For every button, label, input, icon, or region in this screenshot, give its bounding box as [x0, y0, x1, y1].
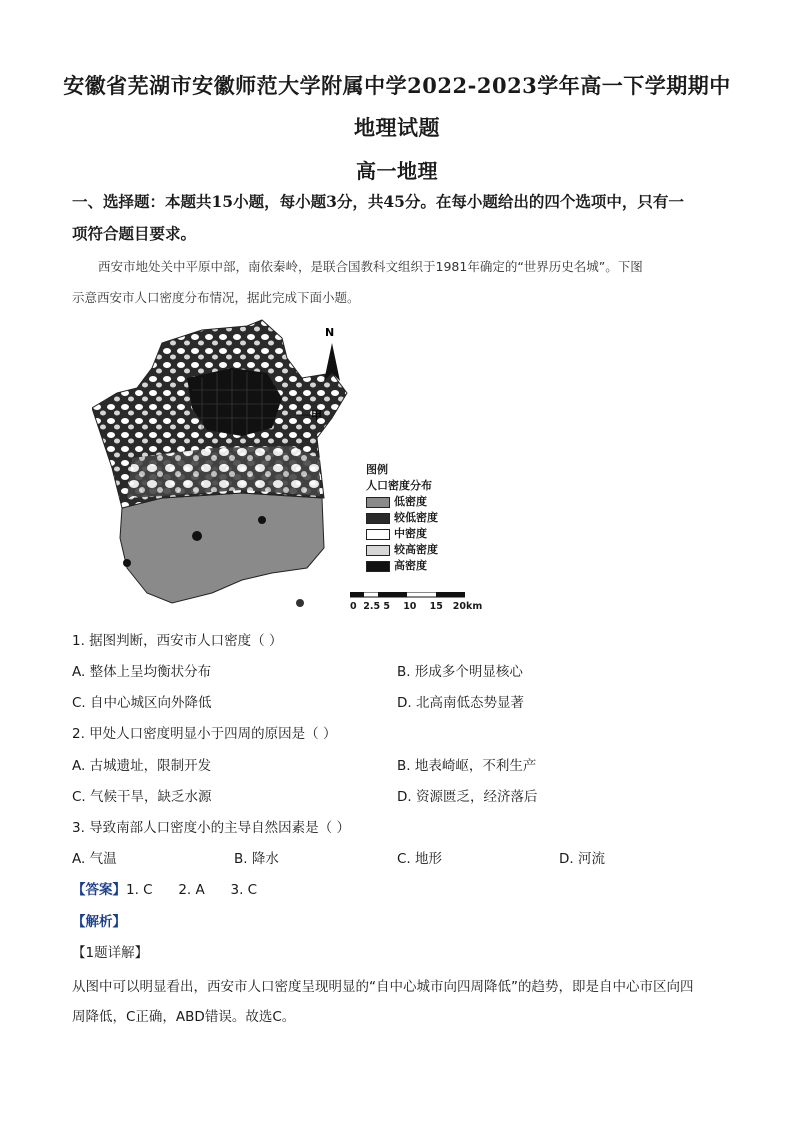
legend-swatch	[366, 545, 390, 556]
map-south-region	[120, 493, 324, 603]
map-scale-bar	[350, 590, 482, 612]
page-title-line2: 地理试题	[354, 115, 440, 140]
legend-swatch	[366, 497, 390, 508]
question-1-option-a[interactable]: A. 整体上呈均衡状分布	[72, 664, 212, 680]
question-1-option-d[interactable]: D. 北高南低态势显著	[397, 695, 524, 711]
map-legend	[366, 462, 438, 574]
answer-text: 1. C 2. A 3. C	[126, 882, 258, 898]
section-heading-line1: 一、选择题：本题共15小题，每小题3分，共45分。在每小题给出的四个选项中，只有一	[72, 192, 684, 211]
legend-swatch	[366, 561, 390, 572]
place-label-jia: 甲	[311, 409, 322, 422]
detail-text	[72, 972, 722, 1032]
analysis-label: 【解析】	[72, 914, 126, 930]
question-2-option-a[interactable]: A. 古城遗址，限制开发	[72, 758, 212, 774]
question-intro	[72, 251, 722, 313]
legend-item-higher: 较高密度	[366, 542, 438, 558]
scale-bar-graphic	[350, 592, 465, 598]
legend-swatch	[366, 529, 390, 540]
question-3-option-c[interactable]: C. 地形	[397, 851, 443, 867]
intro-line1: 西安市地处关中平原中部，南依秦岭，是联合国教科文组织于1981年确定的“世界历史名城”。下图	[98, 259, 643, 274]
legend-swatch	[366, 513, 390, 524]
legend-subtitle: 人口密度分布	[366, 479, 432, 492]
scale-bar-label: 0 2.5 5 10 15 20km	[350, 601, 483, 612]
answer-line	[72, 878, 257, 898]
detail-label: 【1题详解】	[72, 945, 149, 961]
section-heading	[72, 186, 722, 250]
question-3-option-d[interactable]: D. 河流	[559, 851, 605, 867]
answer-tag: 【答案】	[72, 882, 126, 898]
question-2-option-d[interactable]: D. 资源匮乏，经济落后	[397, 789, 538, 805]
question-3-option-a[interactable]: A. 气温	[72, 851, 117, 867]
section-heading-line2: 项符合题目要求。	[72, 224, 197, 243]
question-2-option-c[interactable]: C. 气候干旱，缺乏水源	[72, 789, 212, 805]
legend-item-low: 低密度	[366, 494, 438, 510]
detail-line2: 周降低，C正确，ABD错误。故选C。	[72, 1009, 296, 1025]
legend-item-lower: 较低密度	[366, 510, 438, 526]
intro-line2: 示意西安市人口密度分布情况，据此完成下面小题。	[72, 290, 360, 305]
question-2-option-b[interactable]: B. 地表崎岖，不利生产	[397, 758, 537, 774]
page-subtitle: 高一地理	[356, 159, 438, 183]
detail-line1: 从图中可以明显看出，西安市人口密度呈现明显的“自中心城市向四周降低”的趋势，即是自中心市区向四	[72, 979, 694, 995]
question-1-option-c[interactable]: C. 自中心城区向外降低	[72, 695, 212, 711]
legend-title: 图例	[366, 463, 388, 476]
question-1-option-b[interactable]: B. 形成多个明显核心	[397, 664, 523, 680]
question-3-stem: 3. 导致南部人口密度小的主导自然因素是（ ）	[72, 820, 350, 836]
page-title-line1: 安徽省芜湖市安徽师范大学附属中学2022-2023学年高一下学期期中	[63, 73, 731, 98]
legend-item-mid: 中密度	[366, 526, 438, 542]
question-1-stem: 1. 据图判断，西安市人口密度（ ）	[72, 633, 283, 649]
question-3-option-b[interactable]: B. 降水	[234, 851, 279, 867]
question-2-stem: 2. 甲处人口密度明显小于四周的原因是（ ）	[72, 726, 337, 742]
north-label: N	[325, 326, 335, 339]
legend-item-high: 高密度	[366, 558, 438, 574]
